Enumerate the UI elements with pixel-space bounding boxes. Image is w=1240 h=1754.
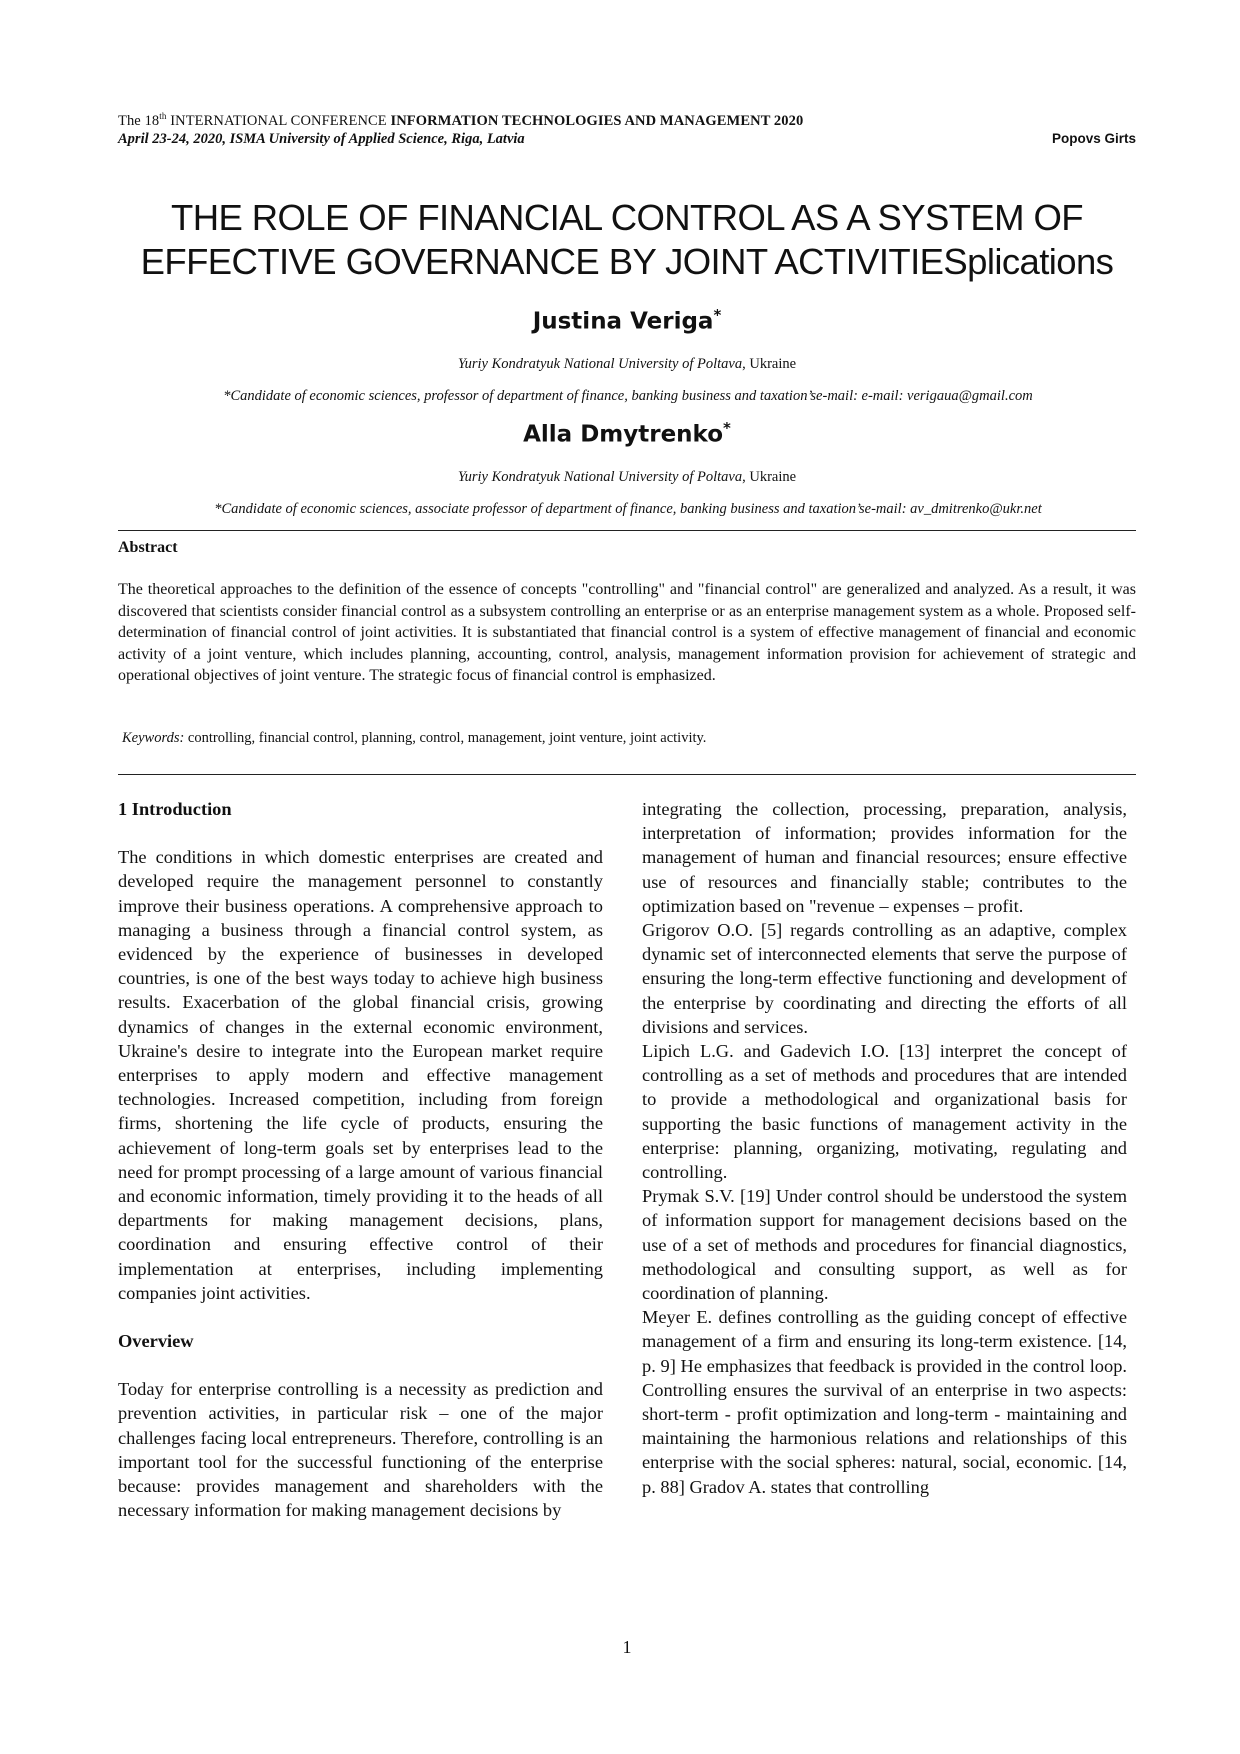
author-2: [118, 419, 1136, 448]
right-paragraph-2: Grigorov O.O. [5] regards controlling as an adaptive, complex dynamic set of interconnected elements that serve the purpose of ensuring the long-term effective functioning and development of the enterprise by coordinating and directing the efforts of all divisions and services.: [642, 920, 1127, 1037]
spacer: [118, 821, 603, 845]
page-number: 1: [622, 1637, 632, 1657]
author-1: [118, 306, 1136, 335]
author-2-note: *Candidate of economic sciences, associate professor of department of finance, banking business and taxation’se-mail: av_dmitrenko@ukr.net: [214, 501, 1042, 517]
author-1-affiliation: [118, 356, 1136, 373]
running-author: Popovs Girts: [1051, 131, 1136, 146]
right-paragraph-1: integrating the collection, processing, preparation, analysis, interpretation of information; provides information for the management of human and financial resources; ensure effective use of resources and financially stable; contributes to the optimization based on "revenue – expenses – profit.: [642, 799, 1127, 916]
author-2-country: , Ukraine: [742, 469, 797, 485]
author-2-name: Alla Dmytrenko: [523, 421, 724, 448]
divider-bottom: [118, 774, 1136, 775]
author-1-university: Yuriy Kondratyuk National University of Poltava: [457, 356, 743, 372]
title-line-2: EFFECTIVE GOVERNANCE BY JOINT ACTIVITIESplications: [140, 241, 1114, 282]
right-paragraph-4: Prymak S.V. [19] Under control should be understood the system of information support for management decisions based on the use of a set of methods and procedures for financial diagnostics, methodological and consulting support, as well as for coordination of planning.: [642, 1186, 1127, 1304]
column-left: [118, 797, 603, 1522]
spacer: [118, 1305, 603, 1329]
author-2-affiliation: [118, 469, 1136, 486]
intro-heading: 1 Introduction: [118, 799, 232, 819]
title-line-1: THE ROLE OF FINANCIAL CONTROL AS A SYSTEM OF: [171, 197, 1083, 238]
overview-heading: Overview: [118, 1331, 194, 1352]
conference-mid: INTERNATIONAL CONFERENCE: [166, 112, 391, 129]
right-paragraph-3: Lipich L.G. and Gadevich I.O. [13] interpret the concept of controlling as a set of methods and procedures that are intended to provide a methodological and organizational basis for supporting the basic functions of management activity in the enterprise: planning, organizing, motivating, regulating and controlling.: [642, 1041, 1127, 1183]
intro-paragraph: The conditions in which domestic enterprises are created and developed require the management personnel to constantly improve their business operations. A comprehensive approach to managing a business through a financial control system, as evidenced by the experience of businesses in developed countries, is one of the best ways today to achieve high business results. Exacerbation of the global financial crisis, growing dynamics of changes in the external economic environment, Ukraine's desire to integrate into the European market require enterprises to apply modern and effective management technologies. Increased competition, including from foreign firms, shortening the life cycle of products, ensuring the achievement of long-term goals set by enterprises lead to the need for prompt processing of a large amount of various financial and economic information, timely providing it to the heads of all departments for making management decisions, plans, coordination and ensuring effective control of their implementation at enterprises, including implementing companies joint activities.: [118, 847, 603, 1303]
author-1-name: Justina Veriga: [532, 308, 714, 335]
paper-title: [118, 196, 1136, 284]
abstract-text: The theoretical approaches to the definition of the essence of concepts "controlling" and "financial control" are generalized and analyzed. As a result, it was discovered that scientists consider financial control as a subsystem controlling an enterprise or as an enterprise management system as a whole. Proposed self-determination of financial control of joint activities. It is substantiated that financial control is a system of effective management of financial and economic activity of a joint venture, which includes planning, accounting, control, analysis, management information provision for achievement of strategic and operational objectives of joint venture. The strategic focus of financial control is emphasized.: [118, 581, 1136, 684]
paper-page: [118, 0, 1136, 1754]
conference-header: [118, 111, 803, 130]
conference-name: INFORMATION TECHNOLOGIES AND MANAGEMENT 2020: [390, 112, 804, 129]
abstract-heading: Abstract: [118, 539, 178, 556]
divider-top: [118, 530, 1136, 531]
author-2-mark: *: [723, 419, 731, 437]
keywords: [122, 730, 706, 747]
author-1-country: , Ukraine: [742, 356, 797, 372]
author-2-university: Yuriy Kondratyuk National University of Poltava: [457, 469, 743, 485]
author-1-note: *Candidate of economic sciences, professor of department of finance, banking business and taxation’se-mail: e-mail: verigaua@gmail.com: [223, 388, 1033, 404]
conference-date-place: April 23-24, 2020, ISMA University of Applied Science, Riga, Latvia: [118, 131, 525, 147]
spacer: [118, 1353, 603, 1377]
author-1-mark: *: [713, 306, 722, 324]
overview-paragraph: Today for enterprise controlling is a necessity as prediction and prevention activities, in particular risk – one of the major challenges facing local entrepreneurs. Therefore, controlling is an important tool for the successful functioning of the enterprise because: provides management and shareholders with the necessary information for making management decisions by: [118, 1379, 603, 1521]
keywords-list: controlling, financial control, planning, control, management, joint venture, joint activity.: [184, 730, 707, 746]
right-paragraph-5: Meyer E. defines controlling as the guiding concept of effective management of a firm and ensuring its long-term existence. [14, p. 9] He emphasizes that feedback is provided in the control loop. Controlling ensures the survival of an enterprise in two aspects: short-term - profit optimization and long-term - maintaining and maintaining the harmonious relations and relationships of this enterprise with the social spheres: natural, social, economic. [14, p. 88] Gradov A. states that controlling: [642, 1307, 1127, 1497]
conference-ordinal: th: [159, 111, 167, 121]
keywords-label: Keywords:: [122, 730, 185, 746]
conference-prefix: The 18: [118, 112, 160, 129]
column-right: [642, 797, 1127, 1499]
